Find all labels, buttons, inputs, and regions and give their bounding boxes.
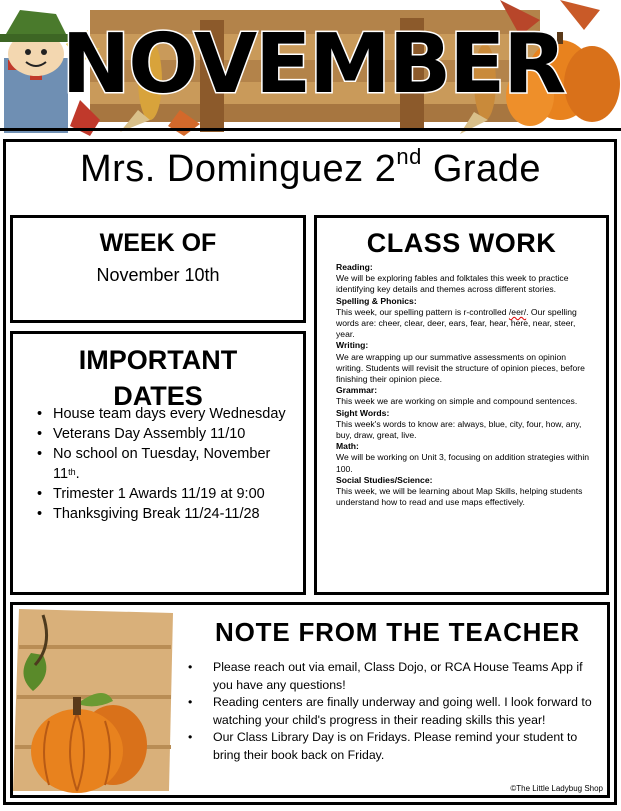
list-item (37, 444, 293, 484)
reading-text: We will be exploring fables and folktales this week to practice identifying key details and themes across different stories. (336, 273, 569, 295)
grammar-title: Grammar: (336, 385, 378, 396)
math-text: We will be working on Unit 3, focusing on addition strategies within 100. (336, 452, 590, 474)
list-item-sup: th (68, 467, 76, 477)
copyright-credit: ©The Little Ladybug Shop (510, 784, 603, 793)
week-of-box (10, 215, 306, 323)
title-end: Grade (421, 148, 541, 190)
banner-title: NOVEMBER (61, 16, 565, 112)
week-heading: WEEK OF (99, 229, 217, 257)
spelling-text (336, 307, 592, 341)
list-item-end: . (75, 466, 80, 482)
note-heading: NOTE FROM THE TEACHER (215, 617, 580, 647)
list-item: • Please reach out via email, Class Dojo, or RCA House Teams App if you have any questions! (185, 659, 593, 694)
social-studies-title: Social Studies/Science: (336, 474, 433, 485)
header-banner (0, 0, 621, 137)
list-item-text: No school on Tuesday, November 11 (53, 446, 271, 482)
title-sup: nd (396, 144, 422, 169)
class-work-box (314, 215, 609, 595)
social-studies-text: This week, we will be learning about Map Skills, helping students understand how to read and use maps effectively. (336, 486, 583, 508)
reading-title: Reading: (336, 262, 373, 272)
list-item: • Trimester 1 Awards 11/19 at 9:00 (37, 484, 293, 504)
grammar-text: This week we are working on simple and compound sentences. (336, 396, 578, 407)
page-title (4, 144, 617, 191)
spelling-title: Spelling & Phonics: (336, 295, 417, 306)
writing-title: Writing: (336, 340, 369, 351)
sight-words-title: Sight Words: (336, 407, 390, 418)
list-item: • Veterans Day Assembly 11/10 (37, 424, 293, 444)
list-item: • Our Class Library Day is on Fridays. Please remind your student to bring their book back on Friday. (185, 729, 593, 764)
important-dates-box (10, 331, 306, 595)
spelling-pattern: /eer/ (508, 306, 527, 317)
spelling-text-b: . Our spelling words are: cheer, clear, deer, ears, fear, hear, here, near, steer, year. (336, 306, 577, 340)
list-item: • Reading centers are finally underway and going well. I look forward to watching your child's progress in their reading skills this year! (185, 694, 593, 729)
title-main: Mrs. Dominguez 2 (80, 148, 397, 190)
dates-list (37, 404, 293, 524)
sight-words-text: This week's words to know are: always, blue, city, four, how, any, buy, draw, great, live. (336, 418, 582, 441)
math-title: Math: (336, 441, 359, 452)
list-item: • House team days every Wednesday (37, 404, 293, 424)
class-work-body (336, 262, 592, 508)
note-list (185, 659, 593, 764)
class-work-heading: CLASS WORK (366, 228, 557, 258)
list-item: • Thanksgiving Break 11/24-11/28 (37, 504, 293, 524)
dates-heading: IMPORTANT DATES (78, 345, 238, 411)
pumpkin-illustration (13, 605, 183, 795)
week-date: November 10th (96, 265, 220, 285)
writing-text: We are wrapping up our summative assessments on opinion writing. Students will revisit the structure of opinion pieces, before finishing their opinion piece. (336, 351, 585, 385)
spelling-text-a: This week, our spelling pattern is r-controlled (336, 306, 509, 317)
teacher-note-box (10, 602, 610, 798)
